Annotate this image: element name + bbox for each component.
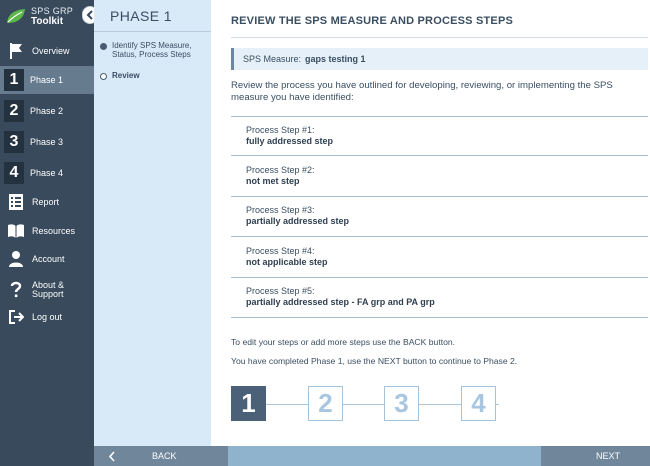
sidebar-item-label [32,281,64,299]
book-icon [2,223,30,239]
process-step-value: fully addressed step [246,136,334,146]
phase-1-number: 1 [4,69,24,91]
sidebar-item-report[interactable] [0,188,94,216]
brand-name: SPS GRP [31,6,74,16]
sub-step-label: Identify SPS Measure, Status, Process Steps [112,41,192,59]
process-step-value: not applicable step [246,257,328,267]
process-step-value: partially addressed step [246,216,350,226]
progress-phase-1[interactable]: 1 [231,386,266,421]
sidebar [0,0,94,466]
sidebar-item-label: Report [32,196,60,207]
sidebar-item-label: Resources [32,225,76,236]
sidebar-item-label: Log out [32,311,63,322]
chevron-left-icon [86,10,94,20]
sidebar-item-resources[interactable] [0,217,94,245]
process-step-value: partially addressed step - FA grp and PA grp [246,297,435,307]
question-icon [2,281,30,299]
sidebar-item-label: Phase 3 [30,136,64,147]
sidebar-item-label: Phase 1 [30,74,64,85]
progress-phase-2[interactable]: 2 [308,386,343,421]
brand-subtitle: Toolkit [31,16,64,27]
progress-phase-4[interactable]: 4 [461,386,496,421]
flag-icon [2,42,30,60]
support-label: Support [32,289,64,299]
sidebar-item-label: Phase 2 [30,105,64,116]
sidebar-item-label: Account [32,253,65,264]
edit-steps-note: To edit your steps or add more steps use the BACK button. [231,337,456,347]
process-step-1 [231,116,648,156]
sidebar-item-logout[interactable] [0,303,94,331]
process-step-label: Process Step #2: [246,165,315,175]
user-icon [2,250,30,268]
brand[interactable] [0,0,94,30]
process-step-2 [231,157,648,197]
sidebar-item-overview[interactable] [0,37,94,65]
process-step-label: Process Step #5: [246,286,315,296]
sub-step-review[interactable] [100,71,204,80]
measure-prefix: SPS Measure: [243,54,302,64]
phase-2-number: 2 [4,100,24,122]
divider [94,31,211,32]
logout-icon [2,309,30,325]
sidebar-item-phase-1[interactable] [0,66,94,94]
completed-dot-icon [100,43,107,50]
process-step-4 [231,238,648,278]
next-button-label: NEXT [596,451,621,461]
intro-text: Review the process you have outlined for developing, reviewing, or implementing the SPS measure you have identified: [231,80,613,103]
sidebar-item-phase-2[interactable] [0,97,94,125]
about-label: About & [32,280,65,290]
sub-step-identify[interactable] [100,41,204,59]
back-button-label: BACK [152,451,177,461]
process-step-value: not met step [246,176,300,186]
sps-measure-box [231,48,648,70]
process-step-label: Process Step #3: [246,205,315,215]
leaf-logo-icon [5,7,27,25]
chevron-left-icon [108,451,116,462]
completion-note: You have completed Phase 1, use the NEXT button to continue to Phase 2. [231,356,518,366]
sidebar-item-phase-4[interactable] [0,159,94,187]
next-button[interactable] [541,446,650,466]
sub-step-label: Review [112,71,140,80]
sidebar-item-phase-3[interactable] [0,128,94,156]
current-dot-icon [100,73,107,80]
phase-3-number: 3 [4,131,24,153]
sidebar-item-about-support[interactable] [0,274,94,306]
progress-phase-3[interactable]: 3 [384,386,419,421]
process-step-label: Process Step #4: [246,246,315,256]
process-step-5 [231,278,648,318]
phase-title: PHASE 1 [110,8,172,24]
back-button[interactable] [94,446,228,466]
phase-steps-panel [94,0,211,446]
footer-bar [94,446,650,466]
report-icon [2,193,30,211]
page-title: REVIEW THE SPS MEASURE AND PROCESS STEPS [231,15,514,27]
sidebar-item-account[interactable] [0,245,94,273]
phase-4-number: 4 [4,162,24,184]
sidebar-item-label: Overview [32,45,70,56]
process-step-label: Process Step #1: [246,125,315,135]
sidebar-item-label: Phase 4 [30,167,64,178]
measure-name: gaps testing 1 [305,54,366,64]
divider [231,37,648,38]
process-step-3 [231,197,648,237]
main-content [211,0,650,446]
